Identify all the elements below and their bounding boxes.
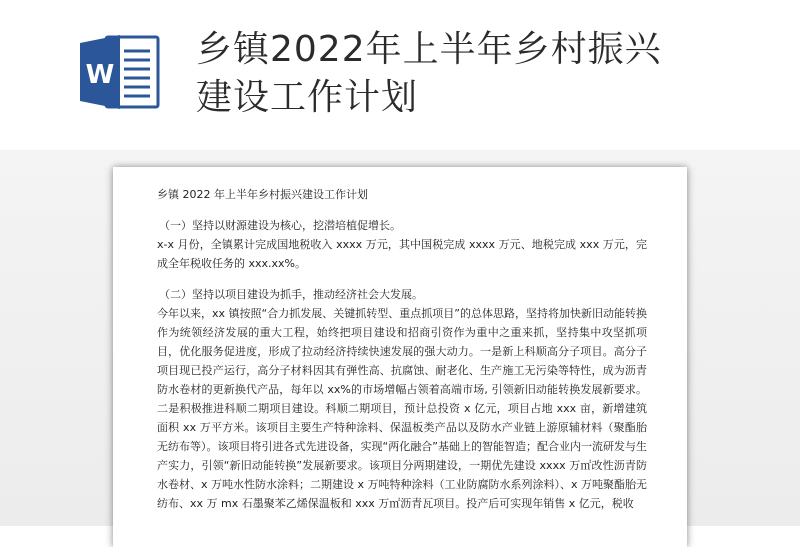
section-2-body: 今年以来，xx 镇按照“合力抓发展、关键抓转型、重点抓项目”的总体思路，坚持将加快新旧动能转换作为统领经济发展的重大工程，始终把项目建设和招商引资作为重中之重来抓，坚持集中攻坚抓项目，优化服务促进度，形成了拉动经济持续快速发展的强大动力。一是新上科顺高分子项目。高分子项目现已投产运行，高分子材料因其有弹性高、抗腐蚀、耐老化、生产施工无污染等特性，成为沥青防水卷材的更新换代产品，每年以 xx%的市场增幅占领着高端市场, 引领新旧动能转换发展新要求。二是积极推进科顺二期项目建设。科顺二期项目，预计总投资 x 亿元，项目占地 xxx 亩，新增建筑面积 xx 万平方米。该项目主要生产特种涂料、保温板类产品以及防水产业链上游原辅材料（聚酯胎无纺布等）。该项目将引进各式先进设备，实现“两化融合”基础上的智能智造；配合业内一流研发与生产实力，引领“新旧动能转换”发展新要求。该项目分两期建设，一期优先建设 xxxx 万㎡改性沥青防水卷材、x 万吨水性防水涂料；二期建设 x 万吨特种涂料（工业防腐防水系列涂料）、x 万吨聚酯胎无纺布、xx 万 mx 石墨聚苯乙烯保温板和 xxx 万㎡沥青瓦项目。投产后可实现年销售 x 亿元，税收 [157,307,648,510]
page-title [196,26,756,122]
section-1-heading: （一）坚持以财源建设为核心，挖潜培植促增长。 [159,219,401,232]
document-page [113,167,687,547]
page-title-line-2: 建设工作计划 [196,77,419,118]
section-1-body: x-x 月份，全镇累计完成国地税收入 xxxx 万元，其中国税完成 xxxx 万元、地税完成 xxx 万元，完成全年税收任务的 xxx.xx%。 [157,238,647,270]
document-subtitle: 乡镇 2022 年上半年乡村振兴建设工作计划 [157,188,368,201]
word-document-icon [76,33,162,111]
section-2-heading: （二）坚持以项目建设为抓手，推动经济社会大发展。 [159,288,423,301]
header-banner [0,0,800,150]
page-title-line-1: 乡镇2022年上半年乡村振兴 [196,29,662,70]
document-body [157,185,647,525]
word-icon-letter: W [85,60,115,90]
